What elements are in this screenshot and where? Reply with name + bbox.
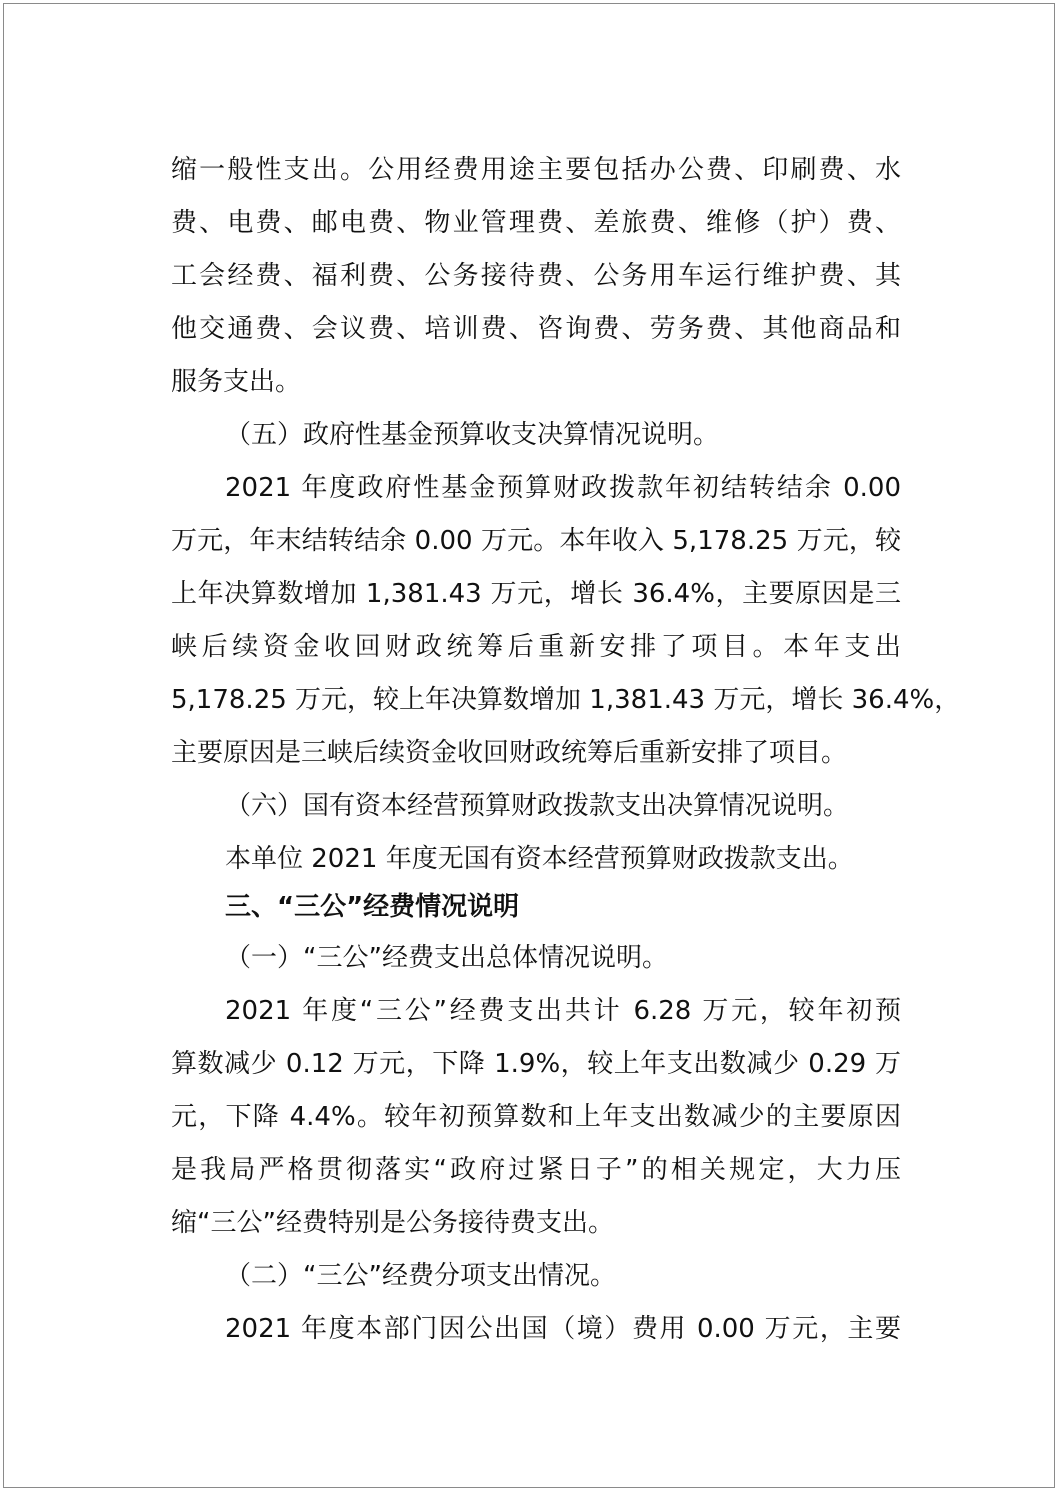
section-heading: 三、“三公”经费情况说明 <box>225 892 520 922</box>
subsection-heading: （六）国有资本经营预算财政拨款支出决算情况说明。 <box>225 791 850 821</box>
text-line: 算数减少 0.12 万元，下降 1.9%，较上年支出数减少 0.29 万 <box>171 1049 901 1079</box>
text-line: 他交通费、会议费、培训费、咨询费、劳务费、其他商品和 <box>171 314 901 344</box>
subsection-heading: （五）政府性基金预算收支决算情况说明。 <box>225 420 720 450</box>
text-line: 峡后续资金收回财政统筹后重新安排了项目。本年支出 <box>171 632 901 662</box>
subsection-heading: （一）“三公”经费支出总体情况说明。 <box>225 943 668 973</box>
text-line: 2021 年度本部门因公出国（境）费用 0.00 万元，主要 <box>225 1314 901 1344</box>
text-line: 主要原因是三峡后续资金收回财政统筹后重新安排了项目。 <box>171 738 848 768</box>
text-line: 上年决算数增加 1,381.43 万元，增长 36.4%，主要原因是三 <box>171 579 901 609</box>
text-line: 缩一般性支出。公用经费用途主要包括办公费、印刷费、水 <box>171 155 901 185</box>
text-line: 是我局严格贯彻落实“政府过紧日子”的相关规定，大力压 <box>171 1155 901 1185</box>
text-line: 万元，年末结转结余 0.00 万元。本年收入 5,178.25 万元，较 <box>171 526 901 556</box>
subsection-heading: （二）“三公”经费分项支出情况。 <box>225 1261 616 1291</box>
text-line: 5,178.25 万元，较上年决算数增加 1,381.43 万元，增长 36.4%， <box>171 685 961 715</box>
text-line: 元，下降 4.4%。较年初预算数和上年支出数减少的主要原因 <box>171 1102 901 1132</box>
text-line: 费、电费、邮电费、物业管理费、差旅费、维修（护）费、 <box>171 208 901 238</box>
text-line: 服务支出。 <box>171 367 302 397</box>
text-line: 工会经费、福利费、公务接待费、公务用车运行维护费、其 <box>171 261 901 291</box>
text-line: 缩“三公”经费特别是公务接待费支出。 <box>171 1208 614 1238</box>
document-page <box>3 3 1055 1488</box>
text-line: 2021 年度政府性基金预算财政拨款年初结转结余 0.00 <box>225 473 901 503</box>
text-line: 2021 年度“三公”经费支出共计 6.28 万元，较年初预 <box>225 996 901 1026</box>
text-line: 本单位 2021 年度无国有资本经营预算财政拨款支出。 <box>225 844 854 874</box>
